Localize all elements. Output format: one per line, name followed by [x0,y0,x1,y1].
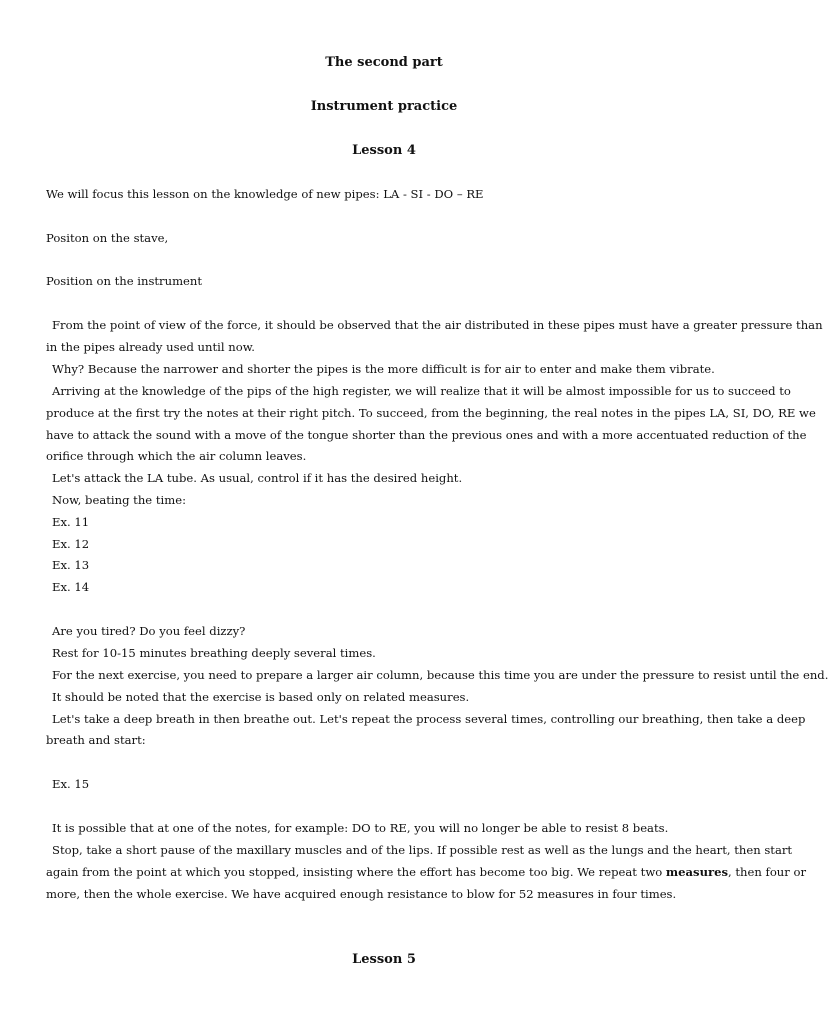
possible-line: It is possible that at one of the notes, for example: DO to RE, you will no longer be able to resist 8 beats. [52,821,669,835]
intro-focus-line: We will focus this lesson on the knowledge of new pipes: LA - SI - DO – RE [46,187,484,201]
part-heading: The second part [325,55,443,70]
next-exercise-line: For the next exercise, you need to prepare a larger air column, because this time you are under the pressure to resist until the end. [52,668,828,682]
why-paragraph-line: Why? Because the narrower and shorter the pipes is the more difficult is for air to enter and make them vibrate. [52,362,715,376]
subtitle-heading: Instrument practice [310,99,458,114]
arriving-paragraph-line-1: Arriving at the knowledge of the pips of the high register, we will realize that it will be almost impossible for us to succeed to [52,384,791,398]
stop-line-2-text-a: again from the point at which you stopped, insisting where the effort has become too big. We repeat two [46,865,666,879]
stave-position-line: Positon on the stave, [46,231,169,245]
noted-line: It should be noted that the exercise is based only on related measures. [52,690,470,704]
breath-paragraph-line-2: breath and start: [46,733,146,747]
lesson-4-heading: Lesson 4 [352,143,416,158]
stop-line-2-text-c: , then four or [728,865,807,879]
lesson-5-heading: Lesson 5 [352,952,416,967]
exercise-11-label: Ex. 11 [52,515,90,529]
exercise-12-label: Ex. 12 [52,537,90,551]
arriving-paragraph-line-4: orifice through which the air column leaves. [46,449,307,463]
tired-line: Are you tired? Do you feel dizzy? [52,624,246,638]
exercise-13-label: Ex. 13 [52,558,90,572]
stop-paragraph-line-2 [46,864,807,880]
force-paragraph-line-1: From the point of view of the force, it should be observed that the air distributed in these pipes must have a greater pressure than [52,318,823,332]
stop-paragraph-line-3: more, then the whole exercise. We have acquired enough resistance to blow for 52 measures in four times. [46,887,677,901]
stop-paragraph-line-1: Stop, take a short pause of the maxillary muscles and of the lips. If possible rest as well as the lungs and the heart, then start [52,843,793,857]
measures-bold-term: measures [665,865,729,879]
arriving-paragraph-line-3: have to attack the sound with a move of the tongue shorter than the previous ones and with a more accentuated reduction of the [46,428,807,442]
breath-paragraph-line-1: Let's take a deep breath in then breathe out. Let's repeat the process several times, controlling our breathing, then take a deep [52,712,806,726]
exercise-15-label: Ex. 15 [52,777,90,791]
attack-line: Let's attack the LA tube. As usual, control if it has the desired height. [52,471,463,485]
force-paragraph-line-2: in the pipes already used until now. [46,340,255,354]
rest-line: Rest for 10-15 minutes breathing deeply several times. [52,646,376,660]
beating-line: Now, beating the time: [52,493,186,507]
exercise-14-label: Ex. 14 [52,580,90,594]
arriving-paragraph-line-2: produce at the first try the notes at their right pitch. To succeed, from the beginning, the real notes in the pipes LA, SI, DO, RE we [46,406,816,420]
instrument-position-line: Position on the instrument [46,274,203,288]
